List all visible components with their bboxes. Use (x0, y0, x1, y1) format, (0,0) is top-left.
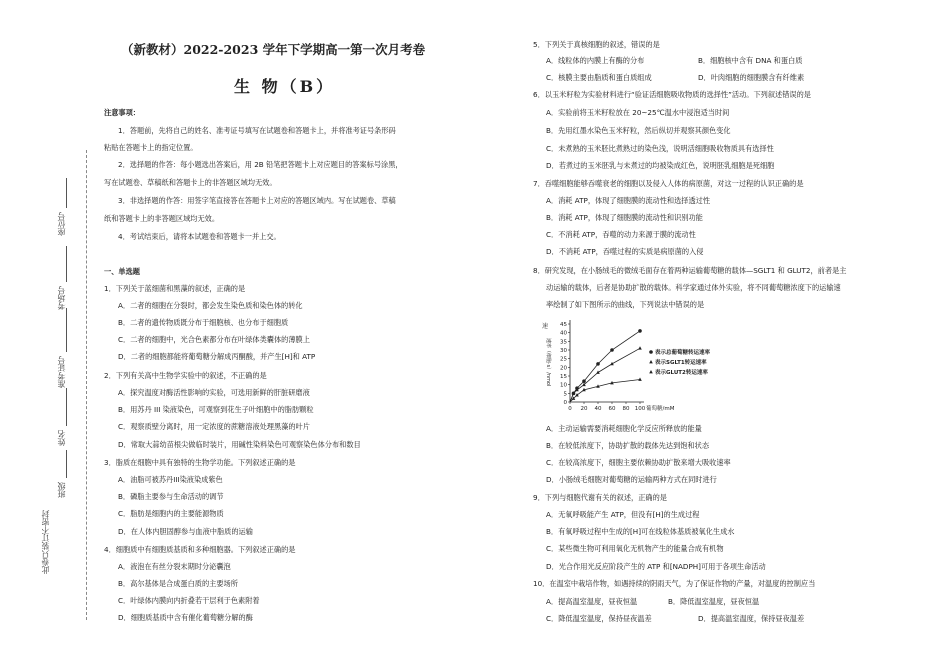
y-tick-label: 35 (560, 339, 567, 346)
option: C．二者的细胞中，光合色素都分布在叶绿体类囊体的薄膜上 (118, 335, 310, 344)
option: C．不消耗 ATP，吞噬的动力来源于膜的流动性 (546, 230, 696, 239)
legend-marker (649, 370, 653, 373)
data-point (638, 329, 642, 333)
question-stem: 5．下列关于真核细胞的叙述，错误的是 (533, 40, 660, 49)
option: C．脂肪是细胞内的主要能源物质 (118, 509, 224, 518)
option: A．线粒体的内膜上有酶的分布 (546, 56, 645, 65)
option: A．主动运输需要消耗细胞化学反应所释放的能量 (546, 424, 702, 433)
question-stem: 动运输的载体，后者是协助扩散的载体。科学家通过体外实验，将不同葡萄糖浓度下的运输速 (546, 283, 841, 292)
y-tick-label: 30 (560, 348, 567, 354)
legend-label: 表示GLUT2转运速率 (655, 370, 708, 376)
option: D．叶肉细胞的细胞膜含有纤维素 (698, 73, 805, 82)
y-axis-label: 速率（细胞·s）/nmol (545, 338, 551, 387)
y-tick-label: 10 (560, 382, 567, 389)
name-label: 姓名 (57, 430, 66, 446)
x-tick-label: 40 (594, 406, 602, 412)
question-stem: 9．下列与细胞代谢有关的叙述，正确的是 (533, 493, 667, 502)
y-tick-label: 25 (560, 356, 567, 363)
series-line-2 (570, 348, 640, 402)
option: B．在较低浓度下，协助扩散的载体先达到饱和状态 (546, 441, 710, 450)
notice-line: 1．答题前，先将自己的姓名、准考证号填写在试题卷和答题卡上，并将准考证号条形码 (118, 126, 396, 135)
question-stem: 率绘制了如下图所示的曲线，下列说法中错误的是 (546, 300, 705, 309)
option: C．核膜主要由脂质和蛋白质组成 (546, 73, 652, 82)
notice-line: 2．选择题的作答：每小题选出答案后，用 2B 铅笔把答题卡上对应题目的答案标号涂黑， (118, 160, 403, 169)
y-tick-label: 15 (560, 374, 567, 380)
question-stem: 6．以玉米籽粒为实验材料进行“验证活细胞吸收物质的选择性”活动。下列叙述错误的是 (533, 90, 811, 99)
room-blank[interactable] (66, 246, 67, 282)
legend-marker (649, 360, 653, 363)
option: C．叶绿体内膜向内折叠若干层利于色素附着 (118, 596, 260, 605)
option: C．在较高浓度下，细胞主要依赖协助扩散来增大吸收速率 (546, 458, 731, 467)
option: B．先用红墨水染色玉米籽粒，然后纵切并观察其颜色变化 (546, 126, 731, 135)
option: A．油脂可被苏丹III染液染成紫色 (118, 475, 223, 484)
option: D．在人体内胆固醇参与血液中脂质的运输 (118, 527, 253, 536)
notice-line: 粘贴在答题卡上的指定位置。 (104, 143, 198, 152)
option: C．观察质壁分离时，用一定浓度的蔗糖溶液处理黑藻的叶片 (118, 422, 310, 431)
question-stem: 2．下列有关高中生物学实验中的叙述，不正确的是 (104, 371, 267, 380)
x-tick-label: 20 (580, 406, 588, 412)
option: A．液泡在有丝分裂末期时分泌囊泡 (118, 562, 231, 571)
y-tick-label: 0 (563, 400, 567, 406)
option: B．降低温室温度，昼夜恒温 (668, 597, 760, 606)
notice-line: 写在试题卷、草稿纸和答题卡上的非答题区域均无效。 (104, 178, 277, 187)
option: B．有氧呼吸过程中生成的[H]可在线粒体基质被氧化生成水 (546, 527, 735, 536)
option: D．不消耗 ATP，吞噬过程的实质是病原菌的入侵 (546, 247, 704, 256)
y-tick-label: 5 (563, 391, 567, 398)
option: B．细胞核中含有 DNA 和蛋白质 (698, 56, 803, 65)
notice-heading: 注意事项： (104, 108, 140, 117)
class-label: 班级 (57, 482, 66, 498)
ticket-label: 准考证号 (57, 356, 66, 388)
notice-line: 4．考试结束后，请将本试题卷和答题卡一并上交。 (118, 232, 281, 241)
exam-title: （新教材）2022-2023 学年下学期高一第一次月考卷 (121, 42, 426, 57)
legend-marker (649, 350, 653, 354)
glucose-transport-chart (538, 312, 768, 416)
y-tick-label: 20 (560, 365, 567, 372)
option: B．消耗 ATP，体现了细胞膜的流动性和识别功能 (546, 213, 703, 222)
question-stem: 10．在温室中栽培作物，如遇持续的阴雨天气，为了保证作物的产量，对温度的控制应当 (533, 579, 816, 588)
option: A．消耗 ATP，体现了细胞膜的流动性和选择透过性 (546, 196, 711, 205)
x-axis-label: 葡萄糖/mM (646, 406, 675, 412)
data-point (610, 348, 614, 352)
option: D．若煮过的玉米胚乳与未煮过的均被染成红色，说明胚乳细胞是死细胞 (546, 161, 775, 170)
x-tick-label: 60 (608, 406, 616, 412)
option: A．无氧呼吸能产生 ATP，但没有[H]的生成过程 (546, 510, 700, 519)
option: C．未煮熟的玉米胚比煮熟过的染色浅，说明活细胞吸收物质具有选择性 (546, 144, 774, 153)
x-tick-label: 80 (622, 406, 630, 412)
option: B．磷脂主要参与生命活动的调节 (118, 492, 224, 501)
option: D．二者的细胞都能将葡萄糖分解成丙酮酸，并产生[H]和 ATP (118, 352, 316, 361)
question-stem: 1．下列关于蓝细菌和黑藻的叙述，正确的是 (104, 284, 246, 293)
option: D．提高温室温度，保持昼夜温差 (698, 614, 805, 623)
question-stem: 8．研究发现，在小肠绒毛的微绒毛面存在着两种运输葡萄糖的载体—SGLT1 和 GLUT2，前者是主 (533, 266, 847, 275)
legend-label: 表示总葡萄糖转运速率 (655, 350, 711, 356)
section-heading: 一、单选题 (104, 267, 140, 276)
x-tick-label: 100 (634, 406, 646, 412)
notice-line: 3．非选择题的作答：用签字笔直接答在答题卡上对应的答题区域内。写在试题卷、草稿 (118, 196, 396, 205)
series-line-1 (570, 331, 640, 402)
option: D．光合作用光反应阶段产生的 ATP 和[NADPH]可用于各项生命活动 (546, 562, 766, 571)
ticket-blank[interactable] (66, 308, 67, 352)
option: A．实验前将玉米籽粒放在 20~25℃温水中浸泡适当时间 (546, 108, 730, 117)
data-point (596, 371, 600, 374)
name-blank[interactable] (66, 388, 67, 426)
data-point (638, 377, 642, 380)
option: A．提高温室温度，昼夜恒温 (546, 597, 638, 606)
question-stem: 7．吞噬细胞能够吞噬衰老的细胞以及侵入人体的病原菌，对这一过程的认识正确的是 (533, 179, 804, 188)
data-point (638, 346, 642, 349)
option: A．探究温度对酶活性影响的实验，可选用新鲜的肝脏研磨液 (118, 388, 310, 397)
option: D．细胞质基质中含有催化葡萄糖分解的酶 (118, 613, 253, 622)
x-tick-label: 0 (568, 406, 572, 412)
subject-title: 生 物（B） (234, 77, 336, 96)
question-stem: 3．脂质在细胞中具有独特的生物学功能。下列叙述正确的是 (104, 458, 296, 467)
option: D．小肠绒毛细胞对葡萄糖的运输两种方式在同时进行 (546, 475, 717, 484)
option: A．二者的细胞在分裂时，都会发生染色质和染色体的转化 (118, 301, 303, 310)
seat-blank[interactable] (66, 178, 67, 208)
seal-note: 此卷只装订不密封 (41, 510, 50, 574)
seat-label: 座位号 (57, 212, 66, 236)
option: D．常取大蒜幼苗根尖做临时装片，用碱性染料染色可观察染色体分布和数目 (118, 440, 361, 449)
question-stem: 4．细胞质中有细胞质基质和多种细胞器。下列叙述正确的是 (104, 545, 296, 554)
y-tick-label: 40 (560, 330, 567, 337)
data-point (582, 379, 586, 383)
option: B．用苏丹 III 染液染色，可观察到花生子叶细胞中的脂肪颗粒 (118, 405, 314, 414)
option: C．降低温室温度，保持昼夜温差 (546, 614, 652, 623)
data-point (596, 362, 600, 366)
room-label: 考场号 (57, 286, 66, 310)
option: C．某些微生物可利用氧化无机物产生的能量合成有机物 (546, 544, 724, 553)
y-axis-prefix: 速 (542, 323, 549, 330)
option: B．高尔基体是合成蛋白质的主要场所 (118, 579, 238, 588)
option: B．二者的遗传物质既分布于细胞核、也分布于细胞质 (118, 318, 289, 327)
class-blank[interactable] (66, 450, 67, 478)
legend-label: 表示SGLT1转运速率 (655, 360, 707, 366)
y-tick-label: 45 (560, 322, 567, 328)
data-point (575, 393, 579, 396)
series-line-3 (570, 380, 640, 403)
notice-line: 纸和答题卡上的非答题区域均无效。 (104, 214, 220, 223)
binding-line (86, 150, 87, 620)
